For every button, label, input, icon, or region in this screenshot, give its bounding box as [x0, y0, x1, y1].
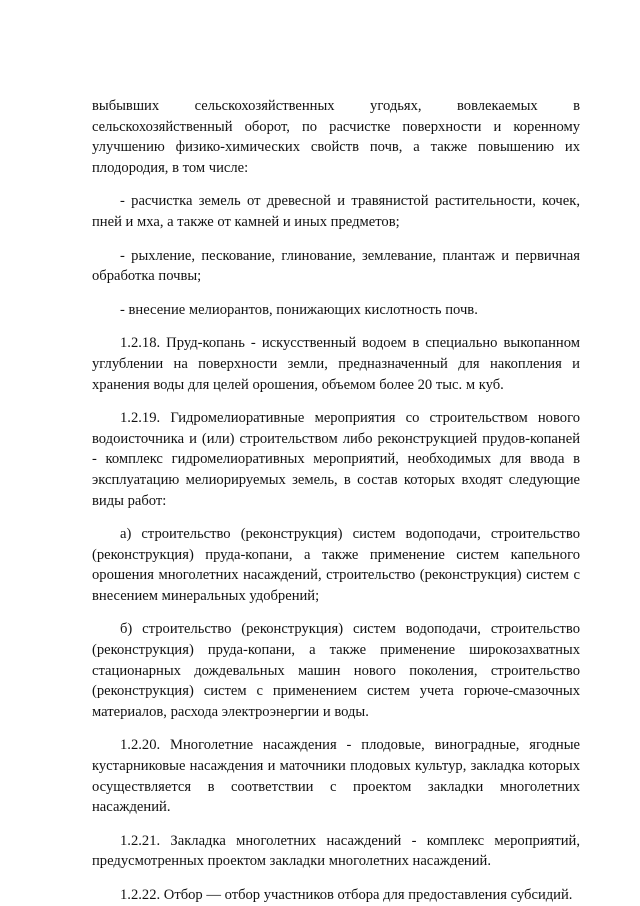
paragraph-1-2-20: 1.2.20. Многолетние насаждения - плодовые, виноградные, ягодные кустарниковые насаждения и маточники плодовых культур, закладка которых осуществляется в соответствии с проектом закладки многолетних насаждений.	[92, 737, 580, 816]
document-page	[92, 96, 580, 906]
list-item-clearing: - расчистка земель от древесной и травянистой растительности, кочек, пней и мха, а также от камней и иных предметов;	[92, 193, 580, 230]
list-item-ameliorants: - внесение мелиорантов, понижающих кислотность почв.	[120, 301, 478, 318]
list-item-a: а) строительство (реконструкция) систем водоподачи, строительство (реконструкция) пруда-копани, а также применение систем капельного орошения многолетних насаждений, строительство (реконструкция) систем с внесением минеральных удобрений;	[92, 526, 580, 604]
paragraph-continuation: выбывших сельскохозяйственных угодьях, вовлекаемых в сельскохозяйственный оборот, по расчистке поверхности и коренному улучшению физико-химических свойств почв, а также повышению их плодородия, в том числе:	[92, 98, 580, 176]
paragraph-1-2-19: 1.2.19. Гидромелиоративные мероприятия со строительством нового водоисточника и (или) строительством либо реконструкцией прудов-копаней - комплекс гидромелиоративных мероприятий, необходимых для ввода в эксплуатацию мелиорируемых земель, в состав которых входят следующие виды работ:	[92, 410, 580, 509]
list-item-b: б) строительство (реконструкция) систем водоподачи, строительство (реконструкция) пруда-копани, а также применение широкозахватных стационарных дождевальных машин нового поколения, строительство (реконструкция) систем с применением систем учета горюче-смазочных материалов, расхода электроэнергии и воды.	[92, 621, 580, 720]
paragraph-1-2-21: 1.2.21. Закладка многолетних насаждений - комплекс мероприятий, предусмотренных проектом закладки многолетних насаждений.	[92, 832, 580, 870]
paragraph-1-2-18: 1.2.18. Пруд-копань - искусственный водоем в специально выкопанном углублении на поверхности земли, предназначенный для накопления и хранения воды для целей орошения, объемом более 20 тыс. м куб.	[92, 335, 580, 393]
paragraph-1-2-22: 1.2.22. Отбор — отбор участников отбора для предоставления субсидий.	[120, 887, 573, 903]
list-item-loosening: - рыхление, пескование, глинование, землевание, плантаж и первичная обработка почвы;	[92, 247, 580, 285]
